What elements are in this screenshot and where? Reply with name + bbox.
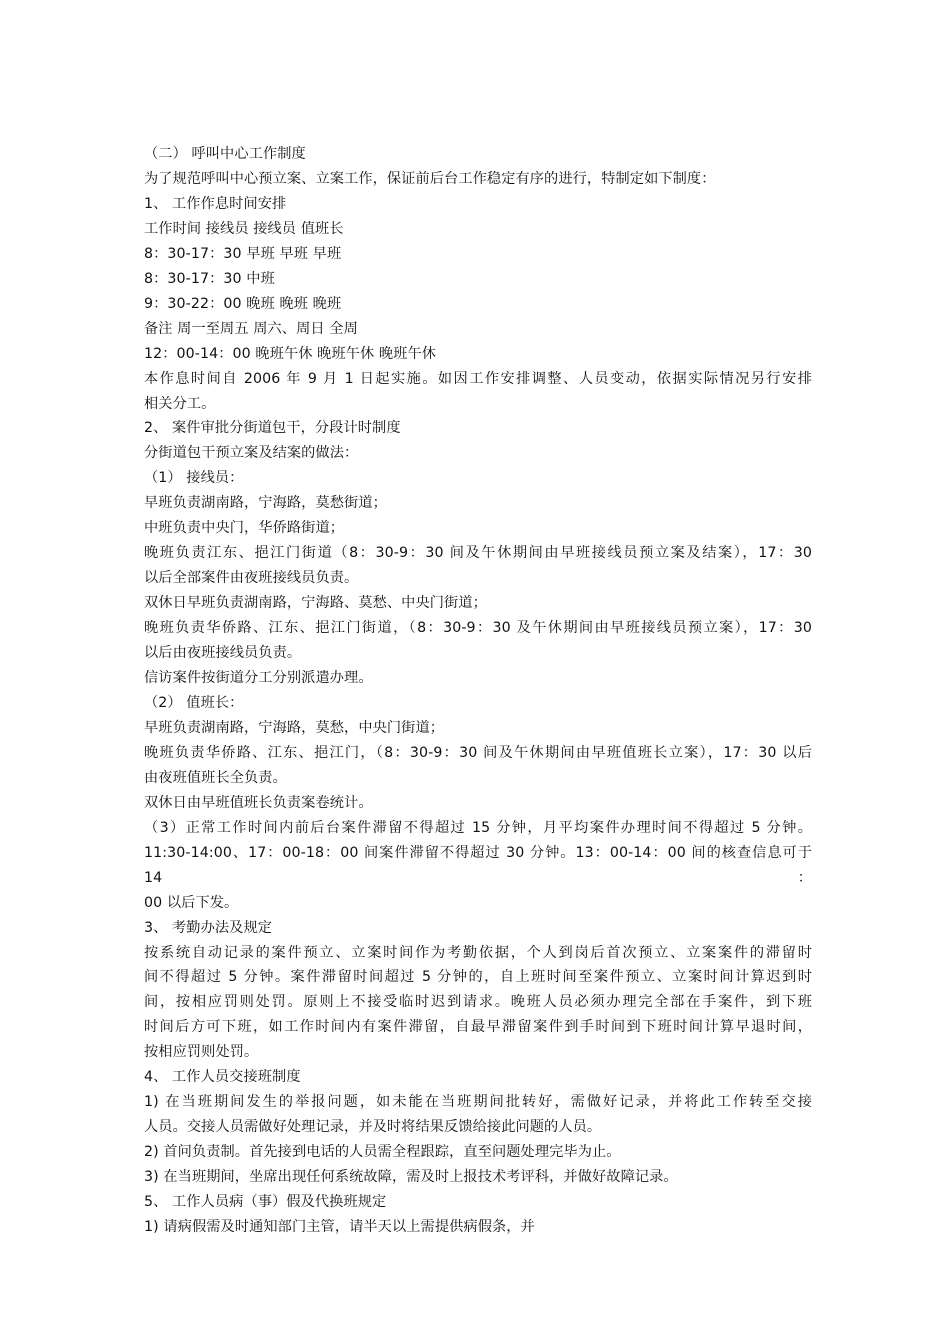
text-line: 1) 请病假需及时通知部门主管，请半天以上需提供病假条，并 xyxy=(144,1218,535,1235)
text-line: 工作时间 接线员 接线员 值班长 xyxy=(144,220,344,237)
text-line: 间不得超过 5 分钟。案件滞留时间超过 5 分钟的，自上班时间至案件预立、立案时间计算迟到时 xyxy=(144,969,812,986)
text-line: （1） 接线员： xyxy=(144,470,244,487)
text-line: 双休日由早班值班长负责案卷统计。 xyxy=(144,794,373,811)
text-line: 8：30-17：30 早班 早班 早班 xyxy=(144,245,342,262)
text-line: 3) 在当班期间，坐席出现任何系统故障，需及时上报技术考评科，并做好故障记录。 xyxy=(144,1169,678,1186)
text-line: 人员。交接人员需做好处理记录，并及时将结果反馈给接此问题的人员。 xyxy=(144,1119,602,1136)
text-line: 由夜班值班长全负责。 xyxy=(144,769,287,786)
text-line: 早班负责湖南路，宁海路，莫愁，中央门街道； xyxy=(144,719,445,736)
text-line: 11:30-14:00、17：00-18：00 间案件滞留不得超过 30 分钟。13：00-14：00 间的核查信息可于 14： xyxy=(144,844,812,886)
text-line: 按相应罚则处罚。 xyxy=(144,1044,259,1061)
text-line: （3）正常工作时间内前后台案件滞留不得超过 15 分钟，月平均案件办理时间不得超过 5 分钟。 xyxy=(144,819,812,836)
text-line: 相关分工。 xyxy=(144,395,216,412)
text-line: 2、 案件审批分街道包干，分段计时制度 xyxy=(144,420,401,437)
text-line: 为了规范呼叫中心预立案、立案工作，保证前后台工作稳定有序的进行，特制定如下制度： xyxy=(144,170,716,187)
text-line: 00 以后下发。 xyxy=(144,894,239,911)
text-line: 晚班负责华侨路、江东、挹江门街道，（8：30-9：30 及午休期间由早班接线员预立案），17：30 xyxy=(144,620,812,637)
text-line: 本作息时间自 2006 年 9 月 1 日起实施。如因工作安排调整、人员变动，依据实际情况另行安排 xyxy=(144,370,812,387)
text-line: 4、 工作人员交接班制度 xyxy=(144,1069,301,1086)
text-line: 按系统自动记录的案件预立、立案时间作为考勤依据，个人到岗后首次预立、立案案件的滞留时 xyxy=(144,944,812,961)
text-line: 早班负责湖南路，宁海路，莫愁街道； xyxy=(144,495,387,512)
text-line: 以后由夜班接线员负责。 xyxy=(144,645,302,662)
text-line: 1) 在当班期间发生的举报问题，如未能在当班期间批转好，需做好记录，并将此工作转至交接 xyxy=(144,1094,812,1111)
text-line: 晚班负责华侨路、江东、挹江门，（8：30-9：30 间及午休期间由早班值班长立案），17：30 以后 xyxy=(144,744,812,761)
text-line: 信访案件按街道分工分别派遣办理。 xyxy=(144,670,373,687)
text-line: 8：30-17：30 中班 xyxy=(144,270,275,287)
text-line: 5、 工作人员病（事）假及代换班规定 xyxy=(144,1194,387,1211)
document-body xyxy=(144,142,812,1240)
text-line: 间，按相应罚则处罚。原则上不接受临时迟到请求。晚班人员必须办理完全部在手案件，到下班 xyxy=(144,994,812,1011)
text-line: 双休日早班负责湖南路，宁海路、莫愁、中央门街道； xyxy=(144,595,487,612)
text-line: 1、 工作作息时间安排 xyxy=(144,195,287,212)
text-line: （2） 值班长： xyxy=(144,694,244,711)
text-line: 9：30-22：00 晚班 晚班 晚班 xyxy=(144,295,342,312)
text-line: 3、 考勤办法及规定 xyxy=(144,919,273,936)
text-line: 2) 首问负责制。首先接到电话的人员需全程跟踪，直至问题处理完毕为止。 xyxy=(144,1144,621,1161)
text-line: 中班负责中央门，华侨路街道； xyxy=(144,520,345,537)
text-line: 分街道包干预立案及结案的做法： xyxy=(144,445,359,462)
text-line: 时间后方可下班，如工作时间内有案件滞留，自最早滞留案件到手时间到下班时间计算早退时间， xyxy=(144,1019,812,1036)
text-line: 备注 周一至周五 周六、周日 全周 xyxy=(144,320,358,337)
text-line: 晚班负责江东、挹江门街道（8：30-9：30 间及午休期间由早班接线员预立案及结案），17：30 xyxy=(144,545,812,562)
text-line: 以后全部案件由夜班接线员负责。 xyxy=(144,570,359,587)
text-line: 12：00-14：00 晚班午休 晚班午休 晚班午休 xyxy=(144,345,437,362)
text-line: （二） 呼叫中心工作制度 xyxy=(144,146,306,162)
